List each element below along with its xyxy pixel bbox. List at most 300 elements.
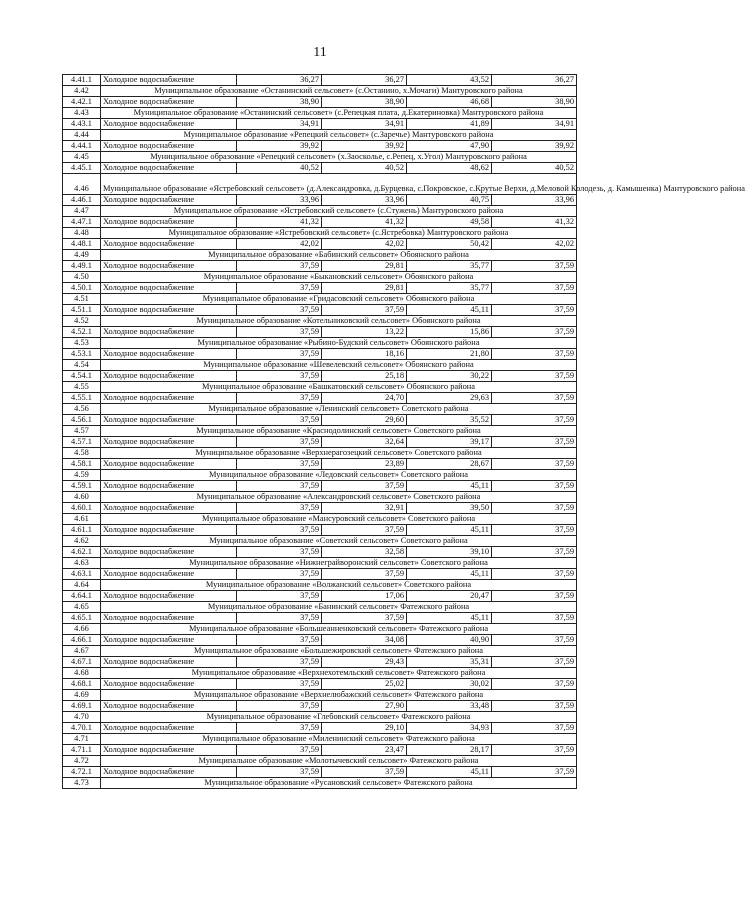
municipality-row — [63, 624, 577, 635]
table-row — [63, 163, 577, 174]
tariff-value-2: 23,47 — [322, 745, 407, 756]
service-name: Холодное водоснабжение — [101, 261, 237, 272]
row-code: 4.61 — [63, 514, 101, 525]
service-name: Холодное водоснабжение — [101, 503, 237, 514]
service-name: Холодное водоснабжение — [101, 393, 237, 404]
tariff-value-3: 29,63 — [407, 393, 492, 404]
row-code: 4.63.1 — [63, 569, 101, 580]
table-row — [63, 679, 577, 690]
tariff-value-1: 37,59 — [237, 591, 322, 602]
municipality-name: Муниципальное образование «Краснодолинский сельсовет» Советского района — [101, 426, 577, 437]
municipality-name: Муниципальное образование «Быкановский сельсовет» Обоянского района — [101, 272, 577, 283]
service-name: Холодное водоснабжение — [101, 305, 237, 316]
tariff-value-4: 37,59 — [492, 305, 577, 316]
tariff-value-3: 35,77 — [407, 283, 492, 294]
tariff-value-4: 37,59 — [492, 547, 577, 558]
municipality-name: Муниципальное образование «Ленинский сельсовет» Советского района — [101, 404, 577, 415]
tariff-value-3: 28,17 — [407, 745, 492, 756]
row-code: 4.49 — [63, 250, 101, 261]
table-row — [63, 657, 577, 668]
tariff-value-4: 33,96 — [492, 195, 577, 206]
municipality-name: Муниципальное образование «Останинский сельсовет» (с.Репецкая плата, д.Екатериновка) Мантуровского района — [101, 108, 577, 119]
row-code: 4.61.1 — [63, 525, 101, 536]
tariff-value-4: 37,59 — [492, 327, 577, 338]
tariff-value-2: 32,58 — [322, 547, 407, 558]
municipality-row — [63, 470, 577, 481]
service-name: Холодное водоснабжение — [101, 613, 237, 624]
tariff-value-3: 45,11 — [407, 305, 492, 316]
tariff-value-2: 32,64 — [322, 437, 407, 448]
tariff-value-2: 37,59 — [322, 767, 407, 778]
row-code: 4.66.1 — [63, 635, 101, 646]
tariff-value-3: 45,11 — [407, 569, 492, 580]
tariff-value-3: 43,52 — [407, 75, 492, 86]
service-name: Холодное водоснабжение — [101, 415, 237, 426]
tariff-table-body — [63, 75, 745, 789]
municipality-name: Муниципальное образование «Верхнерагозецкий сельсовет» Советского района — [101, 448, 577, 459]
table-row — [63, 723, 577, 734]
tariff-value-1: 37,59 — [237, 437, 322, 448]
municipality-name: Муниципальное образование «Репецкий сельсовет» (с.Заречье) Мантуровского района — [101, 130, 577, 141]
municipality-row — [63, 580, 577, 591]
municipality-name: Муниципальное образование «Мансуровский сельсовет» Советского района — [101, 514, 577, 525]
tariff-value-3: 30,02 — [407, 679, 492, 690]
tariff-value-4: 37,59 — [492, 525, 577, 536]
municipality-row — [63, 668, 577, 679]
row-code: 4.43 — [63, 108, 101, 119]
tariff-value-3: 45,11 — [407, 525, 492, 536]
row-code: 4.52 — [63, 316, 101, 327]
municipality-row — [63, 316, 577, 327]
tariff-value-1: 37,59 — [237, 525, 322, 536]
tariff-value-1: 37,59 — [237, 613, 322, 624]
row-code: 4.52.1 — [63, 327, 101, 338]
row-code: 4.49.1 — [63, 261, 101, 272]
row-code: 4.71 — [63, 734, 101, 745]
tariff-value-4: 36,27 — [492, 75, 577, 86]
service-name: Холодное водоснабжение — [101, 745, 237, 756]
service-name: Холодное водоснабжение — [101, 569, 237, 580]
row-code: 4.46.1 — [63, 195, 101, 206]
service-name: Холодное водоснабжение — [101, 525, 237, 536]
table-row — [63, 97, 577, 108]
tariff-value-2: 37,59 — [322, 569, 407, 580]
tariff-value-4: 37,59 — [492, 767, 577, 778]
service-name: Холодное водоснабжение — [101, 163, 237, 174]
tariff-value-2: 38,90 — [322, 97, 407, 108]
tariff-value-2: 29,43 — [322, 657, 407, 668]
row-code: 4.64 — [63, 580, 101, 591]
table-row — [63, 525, 577, 536]
tariff-value-1: 33,96 — [237, 195, 322, 206]
municipality-row — [63, 174, 577, 195]
row-code: 4.53.1 — [63, 349, 101, 360]
tariff-value-1: 37,59 — [237, 635, 322, 646]
municipality-row — [63, 536, 577, 547]
service-name: Холодное водоснабжение — [101, 239, 237, 250]
row-code: 4.70.1 — [63, 723, 101, 734]
tariff-value-2: 39,92 — [322, 141, 407, 152]
row-code: 4.66 — [63, 624, 101, 635]
tariff-value-2: 34,91 — [322, 119, 407, 130]
municipality-row — [63, 294, 577, 305]
service-name: Холодное водоснабжение — [101, 75, 237, 86]
tariff-value-3: 45,11 — [407, 613, 492, 624]
municipality-name: Муниципальное образование «Глебовский сельсовет» Фатежского района — [101, 712, 577, 723]
row-code: 4.56.1 — [63, 415, 101, 426]
row-code: 4.69.1 — [63, 701, 101, 712]
tariff-value-4: 34,91 — [492, 119, 577, 130]
row-code: 4.55.1 — [63, 393, 101, 404]
row-code: 4.44 — [63, 130, 101, 141]
row-code: 4.54 — [63, 360, 101, 371]
tariff-value-2: 25,02 — [322, 679, 407, 690]
row-code: 4.58.1 — [63, 459, 101, 470]
row-code: 4.45 — [63, 152, 101, 163]
tariff-value-4: 37,59 — [492, 503, 577, 514]
municipality-row — [63, 448, 577, 459]
tariff-value-1: 37,59 — [237, 283, 322, 294]
row-code: 4.45.1 — [63, 163, 101, 174]
table-row — [63, 767, 577, 778]
tariff-value-1: 37,59 — [237, 261, 322, 272]
municipality-row — [63, 646, 577, 657]
row-code: 4.62 — [63, 536, 101, 547]
table-row — [63, 459, 577, 470]
tariff-value-3: 33,48 — [407, 701, 492, 712]
tariff-value-4: 37,59 — [492, 723, 577, 734]
municipality-name: Муниципальное образование «Волжанский сельсовет» Советского района — [101, 580, 577, 591]
tariff-value-4: 37,59 — [492, 481, 577, 492]
row-code: 4.44.1 — [63, 141, 101, 152]
tariff-value-1: 37,59 — [237, 481, 322, 492]
table-row — [63, 745, 577, 756]
table-row — [63, 141, 577, 152]
table-row — [63, 701, 577, 712]
tariff-value-4: 37,59 — [492, 261, 577, 272]
municipality-row — [63, 404, 577, 415]
tariff-value-3: 39,50 — [407, 503, 492, 514]
municipality-row — [63, 338, 577, 349]
municipality-name: Муниципальное образование «Котельниковский сельсовет» Обоянского района — [101, 316, 577, 327]
table-row — [63, 305, 577, 316]
row-code: 4.57.1 — [63, 437, 101, 448]
row-code: 4.69 — [63, 690, 101, 701]
tariff-value-3: 35,31 — [407, 657, 492, 668]
tariff-value-1: 37,59 — [237, 679, 322, 690]
tariff-value-1: 37,59 — [237, 371, 322, 382]
tariff-value-1: 36,27 — [237, 75, 322, 86]
tariff-value-2: 37,59 — [322, 525, 407, 536]
municipality-name: Муниципальное образование «Верхнелюбажский сельсовет» Фатежского района — [101, 690, 577, 701]
municipality-name: Муниципальное образование «Ястребовский сельсовет» (с.Ястребовка) Мантуровского района — [101, 228, 577, 239]
row-code: 4.60.1 — [63, 503, 101, 514]
municipality-row — [63, 152, 577, 163]
municipality-name: Муниципальное образование «Ястребовский сельсовет» (д.Александровка, д.Бурцевка, с.Покровское, с.Крутые Верхи, д.Меловой Колодезь, д. Камышенка) Мантуровского района — [101, 174, 577, 195]
row-code: 4.46 — [63, 174, 101, 195]
tariff-value-3: 39,17 — [407, 437, 492, 448]
tariff-value-3: 21,80 — [407, 349, 492, 360]
tariff-value-1: 34,91 — [237, 119, 322, 130]
row-code: 4.72.1 — [63, 767, 101, 778]
row-code: 4.71.1 — [63, 745, 101, 756]
row-code: 4.73 — [63, 778, 101, 789]
service-name: Холодное водоснабжение — [101, 217, 237, 228]
table-row — [63, 371, 577, 382]
service-name: Холодное водоснабжение — [101, 349, 237, 360]
municipality-name: Муниципальное образование «Молотычевский сельсовет» Фатежского района — [101, 756, 577, 767]
municipality-name: Муниципальное образование «Большежировский сельсовет» Фатежского района — [101, 646, 577, 657]
tariff-value-3: 47,90 — [407, 141, 492, 152]
service-name: Холодное водоснабжение — [101, 767, 237, 778]
municipality-name: Муниципальное образование «Александровский сельсовет» Советского района — [101, 492, 577, 503]
service-name: Холодное водоснабжение — [101, 371, 237, 382]
tariff-value-2: 41,32 — [322, 217, 407, 228]
table-row — [63, 283, 577, 294]
tariff-value-1: 42,02 — [237, 239, 322, 250]
table-row — [63, 327, 577, 338]
table-row — [63, 75, 577, 86]
tariff-value-4: 37,59 — [492, 371, 577, 382]
table-row — [63, 349, 577, 360]
municipality-row — [63, 514, 577, 525]
table-row — [63, 547, 577, 558]
table-row — [63, 261, 577, 272]
tariff-table — [62, 74, 745, 789]
row-code: 4.62.1 — [63, 547, 101, 558]
tariff-value-2: 42,02 — [322, 239, 407, 250]
row-code: 4.60 — [63, 492, 101, 503]
municipality-name: Муниципальное образование «Останинский сельсовет» (с.Останино, х.Мочаги) Мантуровского района — [101, 86, 577, 97]
municipality-name: Муниципальное образование «Миленинский сельсовет» Фатежского района — [101, 734, 577, 745]
tariff-value-4: 37,59 — [492, 679, 577, 690]
row-code: 4.47 — [63, 206, 101, 217]
tariff-value-1: 37,59 — [237, 701, 322, 712]
tariff-value-2: 36,27 — [322, 75, 407, 86]
table-row — [63, 437, 577, 448]
tariff-value-3: 15,86 — [407, 327, 492, 338]
tariff-value-2: 25,18 — [322, 371, 407, 382]
municipality-name: Муниципальное образование «Ястребовский сельсовет» (с.Стужень) Мантуровского района — [101, 206, 577, 217]
tariff-value-2: 29,81 — [322, 283, 407, 294]
tariff-value-2: 27,90 — [322, 701, 407, 712]
municipality-row — [63, 778, 577, 789]
row-code: 4.59.1 — [63, 481, 101, 492]
tariff-value-4: 42,02 — [492, 239, 577, 250]
table-row — [63, 481, 577, 492]
tariff-value-2: 29,10 — [322, 723, 407, 734]
tariff-value-3: 46,68 — [407, 97, 492, 108]
municipality-row — [63, 426, 577, 437]
municipality-row — [63, 250, 577, 261]
municipality-row — [63, 108, 577, 119]
service-name: Холодное водоснабжение — [101, 119, 237, 130]
municipality-row — [63, 492, 577, 503]
municipality-name: Муниципальное образование «Башкатовский сельсовет» Обоянского района — [101, 382, 577, 393]
tariff-value-1: 37,59 — [237, 767, 322, 778]
tariff-value-4: 37,59 — [492, 701, 577, 712]
table-row — [63, 217, 577, 228]
row-code: 4.48 — [63, 228, 101, 239]
tariff-value-4: 37,59 — [492, 437, 577, 448]
row-code: 4.64.1 — [63, 591, 101, 602]
tariff-value-1: 40,52 — [237, 163, 322, 174]
municipality-name: Муниципальное образование «Большеанненковский сельсовет» Фатежского района — [101, 624, 577, 635]
tariff-value-4: 37,59 — [492, 349, 577, 360]
tariff-value-4: 37,59 — [492, 459, 577, 470]
row-code: 4.57 — [63, 426, 101, 437]
row-code: 4.68 — [63, 668, 101, 679]
tariff-value-2: 13,22 — [322, 327, 407, 338]
municipality-name: Муниципальное образование «Шевелевский сельсовет» Обоянского района — [101, 360, 577, 371]
tariff-value-2: 37,59 — [322, 305, 407, 316]
service-name: Холодное водоснабжение — [101, 283, 237, 294]
row-code: 4.50.1 — [63, 283, 101, 294]
tariff-value-1: 37,59 — [237, 327, 322, 338]
tariff-value-3: 40,75 — [407, 195, 492, 206]
service-name: Холодное водоснабжение — [101, 141, 237, 152]
row-code: 4.53 — [63, 338, 101, 349]
row-code: 4.65.1 — [63, 613, 101, 624]
municipality-row — [63, 360, 577, 371]
municipality-row — [63, 130, 577, 141]
municipality-name: Муниципальное образование «Верхнехотемльский сельсовет» Фатежского района — [101, 668, 577, 679]
tariff-value-4: 37,59 — [492, 569, 577, 580]
table-row — [63, 393, 577, 404]
tariff-value-3: 39,10 — [407, 547, 492, 558]
service-name: Холодное водоснабжение — [101, 547, 237, 558]
tariff-value-2: 37,59 — [322, 613, 407, 624]
municipality-row — [63, 558, 577, 569]
tariff-value-1: 37,59 — [237, 459, 322, 470]
tariff-value-2: 33,96 — [322, 195, 407, 206]
tariff-value-4: 39,92 — [492, 141, 577, 152]
row-code: 4.51.1 — [63, 305, 101, 316]
service-name: Холодное водоснабжение — [101, 679, 237, 690]
row-code: 4.65 — [63, 602, 101, 613]
tariff-value-2: 29,81 — [322, 261, 407, 272]
tariff-value-1: 38,90 — [237, 97, 322, 108]
tariff-value-2: 18,16 — [322, 349, 407, 360]
municipality-name: Муниципальное образование «Нижнеграйворонский сельсовет» Советского района — [101, 558, 577, 569]
tariff-value-2: 23,89 — [322, 459, 407, 470]
municipality-name: Муниципальное образование «Советский сельсовет» Советского района — [101, 536, 577, 547]
tariff-value-1: 37,59 — [237, 745, 322, 756]
tariff-value-1: 39,92 — [237, 141, 322, 152]
service-name: Холодное водоснабжение — [101, 459, 237, 470]
row-code: 4.67.1 — [63, 657, 101, 668]
row-code: 4.70 — [63, 712, 101, 723]
municipality-name: Муниципальное образование «Русановский сельсовет» Фатежского района — [101, 778, 577, 789]
tariff-value-3: 50,42 — [407, 239, 492, 250]
tariff-value-1: 37,59 — [237, 657, 322, 668]
row-code: 4.56 — [63, 404, 101, 415]
municipality-name: Муниципальное образование «Репецкий сельсовет» (х.Заосколье, с.Репец, х.Угол) Мантуровского района — [101, 152, 577, 163]
service-name: Холодное водоснабжение — [101, 723, 237, 734]
municipality-row — [63, 712, 577, 723]
tariff-value-1: 37,59 — [237, 305, 322, 316]
table-row — [63, 239, 577, 250]
tariff-value-3: 49,58 — [407, 217, 492, 228]
page-number: 11 — [313, 45, 327, 60]
tariff-value-3: 28,67 — [407, 459, 492, 470]
municipality-row — [63, 756, 577, 767]
tariff-value-2: 37,59 — [322, 481, 407, 492]
municipality-row — [63, 602, 577, 613]
row-code: 4.63 — [63, 558, 101, 569]
municipality-row — [63, 272, 577, 283]
tariff-value-2: 24,70 — [322, 393, 407, 404]
tariff-value-4: 40,52 — [492, 163, 577, 174]
table-row — [63, 613, 577, 624]
row-code: 4.47.1 — [63, 217, 101, 228]
service-name: Холодное водоснабжение — [101, 437, 237, 448]
tariff-value-1: 41,32 — [237, 217, 322, 228]
tariff-value-1: 37,59 — [237, 569, 322, 580]
municipality-name: Муниципальное образование «Банинский сельсовет» Фатежского района — [101, 602, 577, 613]
row-code: 4.48.1 — [63, 239, 101, 250]
row-code: 4.51 — [63, 294, 101, 305]
service-name: Холодное водоснабжение — [101, 657, 237, 668]
municipality-name: Муниципальное образование «Бабинский сельсовет» Обоянского района — [101, 250, 577, 261]
table-row — [63, 569, 577, 580]
tariff-value-1: 37,59 — [237, 503, 322, 514]
municipality-row — [63, 228, 577, 239]
municipality-name: Муниципальное образование «Рыбино-Будский сельсовет» Обоянского района — [101, 338, 577, 349]
service-name: Холодное водоснабжение — [101, 195, 237, 206]
row-code: 4.50 — [63, 272, 101, 283]
tariff-value-3: 20,47 — [407, 591, 492, 602]
service-name: Холодное водоснабжение — [101, 701, 237, 712]
table-row — [63, 591, 577, 602]
row-code: 4.58 — [63, 448, 101, 459]
tariff-value-3: 45,11 — [407, 767, 492, 778]
tariff-value-4: 37,59 — [492, 415, 577, 426]
service-name: Холодное водоснабжение — [101, 591, 237, 602]
service-name: Холодное водоснабжение — [101, 481, 237, 492]
service-name: Холодное водоснабжение — [101, 327, 237, 338]
tariff-value-4: 37,59 — [492, 283, 577, 294]
row-code: 4.68.1 — [63, 679, 101, 690]
service-name: Холодное водоснабжение — [101, 635, 237, 646]
row-code: 4.41.1 — [63, 75, 101, 86]
tariff-value-4: 38,90 — [492, 97, 577, 108]
table-row — [63, 195, 577, 206]
table-row — [63, 503, 577, 514]
tariff-value-4: 37,59 — [492, 591, 577, 602]
row-code: 4.72 — [63, 756, 101, 767]
tariff-value-2: 34,08 — [322, 635, 407, 646]
tariff-value-4: 37,59 — [492, 657, 577, 668]
tariff-value-3: 48,62 — [407, 163, 492, 174]
tariff-value-2: 40,52 — [322, 163, 407, 174]
tariff-value-3: 35,77 — [407, 261, 492, 272]
row-code: 4.43.1 — [63, 119, 101, 130]
row-code: 4.54.1 — [63, 371, 101, 382]
tariff-value-2: 32,91 — [322, 503, 407, 514]
tariff-value-3: 41,89 — [407, 119, 492, 130]
tariff-value-4: 37,59 — [492, 745, 577, 756]
tariff-value-4: 37,59 — [492, 613, 577, 624]
tariff-value-3: 40,90 — [407, 635, 492, 646]
row-code: 4.42.1 — [63, 97, 101, 108]
row-code: 4.55 — [63, 382, 101, 393]
tariff-value-3: 30,22 — [407, 371, 492, 382]
tariff-value-1: 37,59 — [237, 547, 322, 558]
municipality-row — [63, 382, 577, 393]
municipality-row — [63, 690, 577, 701]
tariff-value-1: 37,59 — [237, 723, 322, 734]
